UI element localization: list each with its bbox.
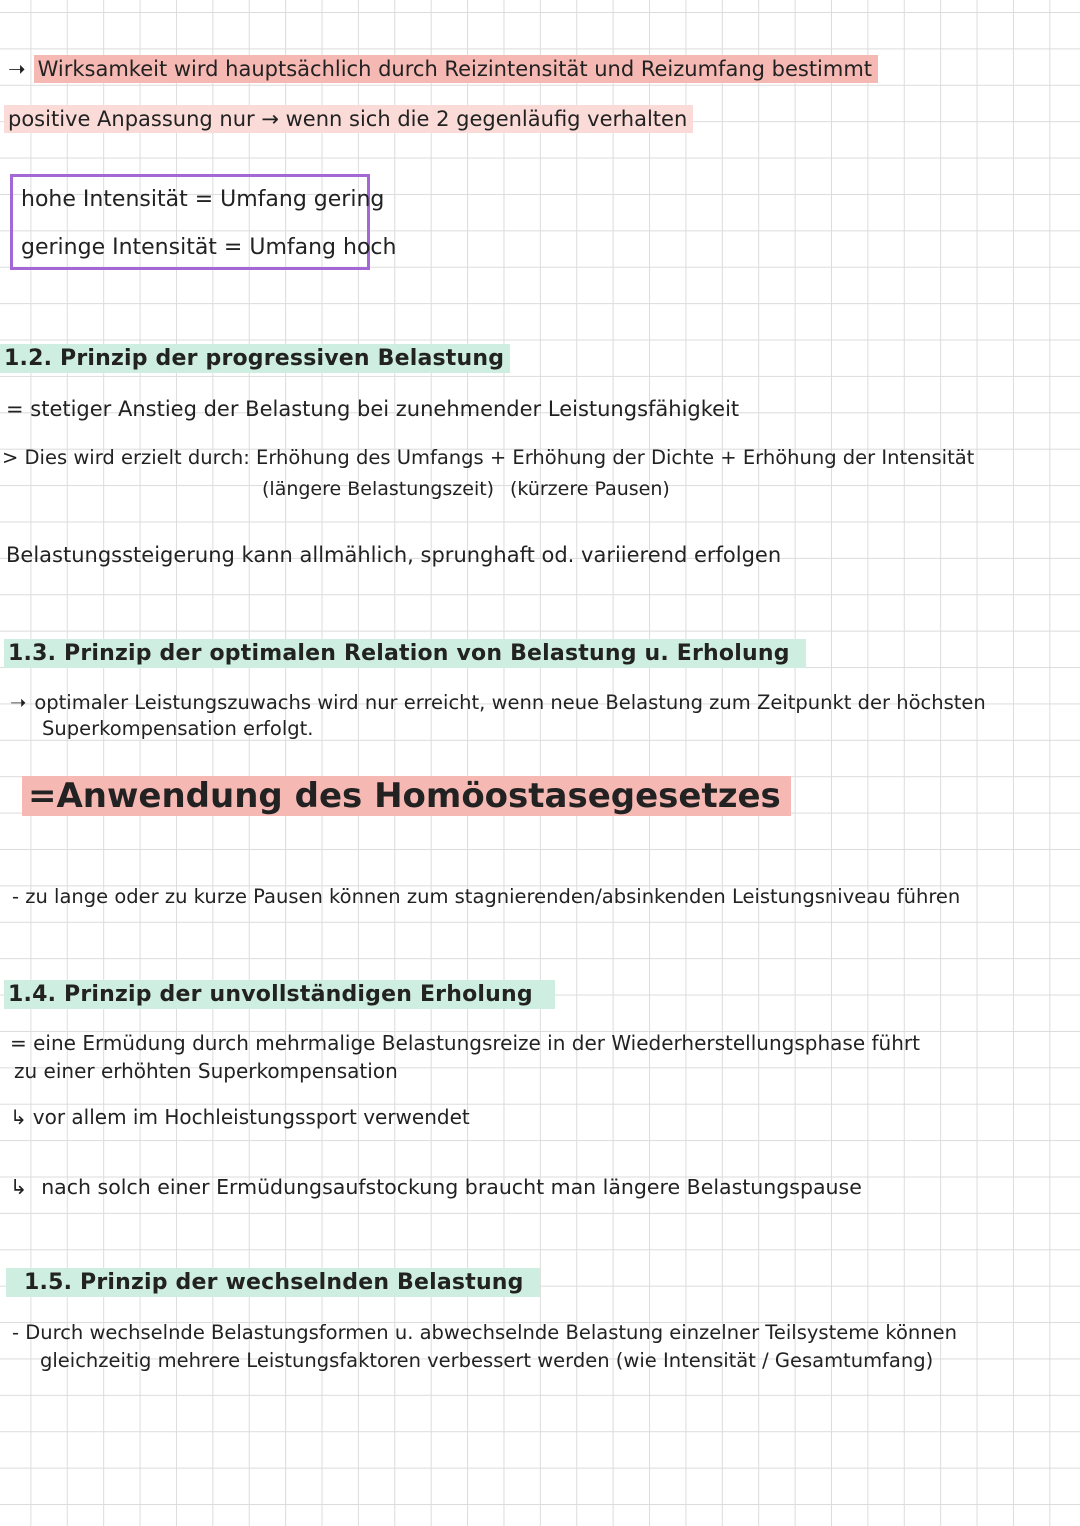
s13-emphasis [22,776,791,816]
intro-line-1 [8,56,878,82]
s13-emphasis-text: =Anwendung des Homöostasegesetzes [22,776,791,816]
s13-line-1 [10,690,986,716]
s14-line-4 [10,1174,862,1200]
s15-line-1: - Durch wechselnde Belastungsformen u. abwechselnde Belastung einzelner Teilsysteme können [12,1321,958,1344]
section-1-3-heading [4,641,806,667]
s12-note-2: (kürzere Pausen) [510,478,670,500]
section-1-2-heading [0,346,510,372]
s14-line-4-text: nach solch einer Ermüdungsaufstockung braucht man längere Belastungspause [41,1175,862,1199]
s12-line-1: = stetiger Anstieg der Belastung bei zunehmender Leistungsfähigkeit [6,397,740,421]
arrow-right-icon: ➝ [8,57,26,81]
section-1-4-heading-text: 1.4. Prinzip der unvollständigen Erholung [4,980,555,1009]
arrow-right-icon: ➝ [10,691,27,714]
s12-note-1: (längere Belastungszeit) [262,478,495,500]
s12-line-2: > Dies wird erzielt durch: Erhöhung des Umfangs + Erhöhung der Dichte + Erhöhung der Intensität [2,446,975,469]
intro-line-2 [4,106,693,132]
box-row-high-intensity: hohe Intensität = Umfang gering [21,187,385,212]
s12-line-3: Belastungssteigerung kann allmählich, sprunghaft od. variierend erfolgen [6,543,782,567]
s13-line-3: - zu lange oder zu kurze Pausen können zum stagnierenden/absinkenden Leistungsniveau führen [12,885,961,908]
section-1-2-heading-text: 1.2. Prinzip der progressiven Belastung [0,344,510,373]
section-1-3-heading-text: 1.3. Prinzip der optimalen Relation von Belastung u. Erholung [4,639,806,668]
s14-line-2: zu einer erhöhten Superkompensation [14,1059,398,1083]
s15-line-2: gleichzeitig mehrere Leistungsfaktoren verbessert werden (wie Intensität / Gesamtumfang) [40,1349,934,1372]
s14-line-3-text: vor allem im Hochleistungssport verwendet [32,1105,470,1129]
intro-highlight-1: Wirksamkeit wird hauptsächlich durch Reizintensität und Reizumfang bestimmt [34,55,878,83]
return-arrow-icon: ↳ [10,1175,28,1199]
intensity-volume-box [10,174,397,270]
s14-line-3 [10,1104,470,1130]
s13-line-1-text: optimaler Leistungszuwachs wird nur erreicht, wenn neue Belastung zum Zeitpunkt der höchsten [34,691,986,714]
s13-line-2: Superkompensation erfolgt. [42,717,314,740]
s14-line-1: = eine Ermüdung durch mehrmalige Belastungsreize in der Wiederherstellungsphase führt [10,1031,920,1055]
return-arrow-icon: ↳ [10,1105,27,1129]
intro-highlight-2: positive Anpassung nur → wenn sich die 2 gegenläufig verhalten [4,105,693,133]
section-1-5-heading [6,1270,540,1296]
section-1-5-heading-text: 1.5. Prinzip der wechselnden Belastung [6,1268,540,1297]
box-row-low-intensity: geringe Intensität = Umfang hoch [21,235,397,260]
section-1-4-heading [4,982,555,1008]
